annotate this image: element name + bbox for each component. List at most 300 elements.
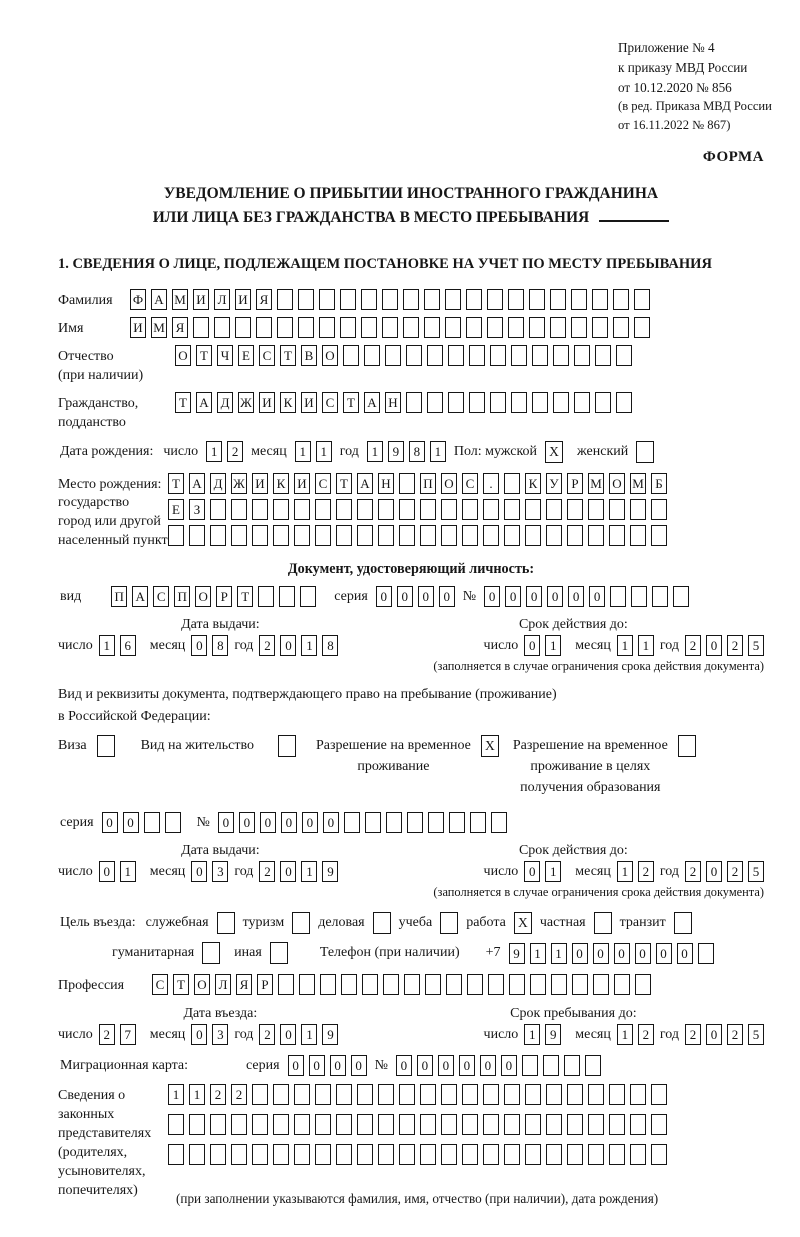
char-cell[interactable]: Т <box>237 586 253 607</box>
char-cell[interactable]: 0 <box>191 635 207 656</box>
char-cell[interactable] <box>252 499 268 520</box>
char-cell[interactable] <box>609 499 625 520</box>
char-cell[interactable] <box>399 1084 415 1105</box>
char-cell[interactable]: Н <box>385 392 401 413</box>
char-cell[interactable] <box>651 1114 667 1135</box>
char-cell[interactable] <box>504 1084 520 1105</box>
char-cell[interactable]: 1 <box>99 635 115 656</box>
char-cell[interactable] <box>462 1144 478 1165</box>
char-cell[interactable] <box>462 1114 478 1135</box>
char-cell[interactable] <box>357 525 373 546</box>
char-cell[interactable]: 1 <box>120 861 136 882</box>
char-cell[interactable] <box>595 345 611 366</box>
char-cell[interactable] <box>550 317 566 338</box>
char-cell[interactable] <box>630 1144 646 1165</box>
char-cell[interactable]: И <box>193 289 209 310</box>
char-cell[interactable]: И <box>235 289 251 310</box>
char-cell[interactable] <box>574 345 590 366</box>
char-cell[interactable] <box>441 1144 457 1165</box>
char-cell[interactable]: Ж <box>238 392 254 413</box>
char-cell[interactable]: 1 <box>301 635 317 656</box>
char-cell[interactable]: Л <box>214 289 230 310</box>
char-cell[interactable] <box>446 974 462 995</box>
char-cell[interactable] <box>193 317 209 338</box>
char-cell[interactable] <box>609 525 625 546</box>
char-cell[interactable]: Е <box>238 345 254 366</box>
char-cell[interactable]: М <box>630 473 646 494</box>
char-cell[interactable]: 0 <box>280 861 296 882</box>
char-cell[interactable]: Т <box>280 345 296 366</box>
char-cell[interactable] <box>336 1144 352 1165</box>
char-cell[interactable] <box>490 392 506 413</box>
char-cell[interactable]: Л <box>215 974 231 995</box>
char-cell[interactable] <box>651 1144 667 1165</box>
char-cell[interactable] <box>189 1114 205 1135</box>
char-cell[interactable]: 0 <box>123 812 139 833</box>
char-cell[interactable] <box>298 317 314 338</box>
char-cell[interactable] <box>189 1144 205 1165</box>
char-cell[interactable]: А <box>132 586 148 607</box>
char-cell[interactable] <box>385 345 401 366</box>
char-cell[interactable] <box>214 317 230 338</box>
char-cell[interactable] <box>651 525 667 546</box>
char-cell[interactable]: 0 <box>706 635 722 656</box>
char-cell[interactable] <box>525 1144 541 1165</box>
char-cell[interactable] <box>378 499 394 520</box>
char-cell[interactable] <box>299 974 315 995</box>
char-cell[interactable] <box>420 1114 436 1135</box>
char-cell[interactable]: П <box>111 586 127 607</box>
char-cell[interactable]: 0 <box>281 812 297 833</box>
char-cell[interactable]: 0 <box>524 861 540 882</box>
char-cell[interactable]: А <box>357 473 373 494</box>
char-cell[interactable] <box>277 289 293 310</box>
char-cell[interactable]: 2 <box>638 861 654 882</box>
char-cell[interactable]: 0 <box>218 812 234 833</box>
char-cell[interactable] <box>406 392 422 413</box>
char-cell[interactable] <box>362 974 378 995</box>
char-cell[interactable]: 1 <box>545 861 561 882</box>
char-cell[interactable]: И <box>294 473 310 494</box>
char-cell[interactable] <box>466 317 482 338</box>
char-cell[interactable]: 1 <box>367 441 383 462</box>
char-cell[interactable] <box>428 812 444 833</box>
purpose-business-checkbox[interactable] <box>373 912 391 934</box>
char-cell[interactable] <box>445 317 461 338</box>
char-cell[interactable] <box>504 473 520 494</box>
char-cell[interactable] <box>487 317 503 338</box>
char-cell[interactable]: У <box>546 473 562 494</box>
char-cell[interactable] <box>441 525 457 546</box>
char-cell[interactable]: 2 <box>259 635 275 656</box>
char-cell[interactable]: 2 <box>685 635 701 656</box>
char-cell[interactable] <box>357 1084 373 1105</box>
char-cell[interactable]: 0 <box>706 861 722 882</box>
char-cell[interactable] <box>277 317 293 338</box>
char-cell[interactable] <box>553 345 569 366</box>
char-cell[interactable]: П <box>420 473 436 494</box>
char-cell[interactable] <box>572 974 588 995</box>
char-cell[interactable] <box>546 1084 562 1105</box>
char-cell[interactable] <box>252 1084 268 1105</box>
char-cell[interactable] <box>574 392 590 413</box>
char-cell[interactable] <box>553 392 569 413</box>
char-cell[interactable]: 0 <box>438 1055 454 1076</box>
char-cell[interactable]: 0 <box>593 943 609 964</box>
char-cell[interactable]: 0 <box>589 586 605 607</box>
char-cell[interactable] <box>315 1114 331 1135</box>
char-cell[interactable]: 1 <box>206 441 222 462</box>
char-cell[interactable]: С <box>322 392 338 413</box>
char-cell[interactable]: 0 <box>376 586 392 607</box>
char-cell[interactable] <box>529 317 545 338</box>
purpose-humanitarian-checkbox[interactable] <box>202 942 220 964</box>
char-cell[interactable] <box>630 1114 646 1135</box>
char-cell[interactable] <box>319 317 335 338</box>
char-cell[interactable]: 9 <box>322 861 338 882</box>
char-cell[interactable]: 0 <box>501 1055 517 1076</box>
char-cell[interactable]: Р <box>216 586 232 607</box>
char-cell[interactable] <box>635 974 651 995</box>
char-cell[interactable] <box>530 974 546 995</box>
char-cell[interactable]: 0 <box>102 812 118 833</box>
char-cell[interactable]: 8 <box>409 441 425 462</box>
char-cell[interactable] <box>613 289 629 310</box>
char-cell[interactable]: 0 <box>418 586 434 607</box>
char-cell[interactable]: А <box>151 289 167 310</box>
char-cell[interactable]: 0 <box>99 861 115 882</box>
char-cell[interactable] <box>252 1114 268 1135</box>
char-cell[interactable] <box>532 345 548 366</box>
char-cell[interactable] <box>546 1144 562 1165</box>
char-cell[interactable]: 0 <box>302 812 318 833</box>
char-cell[interactable]: 2 <box>685 1024 701 1045</box>
char-cell[interactable] <box>445 289 461 310</box>
char-cell[interactable] <box>550 289 566 310</box>
char-cell[interactable]: Р <box>567 473 583 494</box>
char-cell[interactable] <box>340 317 356 338</box>
char-cell[interactable] <box>378 525 394 546</box>
char-cell[interactable] <box>592 289 608 310</box>
char-cell[interactable] <box>634 317 650 338</box>
char-cell[interactable]: 6 <box>120 635 136 656</box>
char-cell[interactable]: 2 <box>727 1024 743 1045</box>
char-cell[interactable]: А <box>196 392 212 413</box>
char-cell[interactable] <box>382 289 398 310</box>
char-cell[interactable]: 2 <box>727 861 743 882</box>
char-cell[interactable]: 5 <box>748 861 764 882</box>
char-cell[interactable]: Б <box>651 473 667 494</box>
char-cell[interactable] <box>420 1084 436 1105</box>
purpose-work-checkbox[interactable]: X <box>514 912 532 934</box>
char-cell[interactable]: Я <box>172 317 188 338</box>
char-cell[interactable]: . <box>483 473 499 494</box>
char-cell[interactable]: С <box>462 473 478 494</box>
char-cell[interactable]: 0 <box>351 1055 367 1076</box>
char-cell[interactable]: 0 <box>260 812 276 833</box>
char-cell[interactable] <box>231 525 247 546</box>
char-cell[interactable]: 0 <box>280 635 296 656</box>
char-cell[interactable] <box>543 1055 559 1076</box>
char-cell[interactable] <box>378 1084 394 1105</box>
char-cell[interactable]: 0 <box>656 943 672 964</box>
char-cell[interactable]: 2 <box>727 635 743 656</box>
char-cell[interactable] <box>189 525 205 546</box>
char-cell[interactable] <box>403 317 419 338</box>
char-cell[interactable] <box>567 1144 583 1165</box>
char-cell[interactable]: 2 <box>685 861 701 882</box>
char-cell[interactable] <box>504 1114 520 1135</box>
char-cell[interactable]: Я <box>256 289 272 310</box>
char-cell[interactable] <box>294 499 310 520</box>
char-cell[interactable] <box>483 525 499 546</box>
char-cell[interactable]: П <box>174 586 190 607</box>
char-cell[interactable]: 3 <box>212 861 228 882</box>
char-cell[interactable] <box>343 345 359 366</box>
char-cell[interactable] <box>567 525 583 546</box>
char-cell[interactable] <box>210 499 226 520</box>
char-cell[interactable] <box>300 586 316 607</box>
char-cell[interactable] <box>504 499 520 520</box>
char-cell[interactable] <box>511 345 527 366</box>
char-cell[interactable]: 0 <box>417 1055 433 1076</box>
char-cell[interactable]: 1 <box>638 635 654 656</box>
char-cell[interactable] <box>357 499 373 520</box>
char-cell[interactable]: 2 <box>227 441 243 462</box>
char-cell[interactable]: М <box>588 473 604 494</box>
char-cell[interactable]: И <box>252 473 268 494</box>
char-cell[interactable] <box>420 525 436 546</box>
char-cell[interactable] <box>571 317 587 338</box>
char-cell[interactable] <box>588 499 604 520</box>
char-cell[interactable] <box>336 499 352 520</box>
char-cell[interactable]: С <box>152 974 168 995</box>
char-cell[interactable]: С <box>315 473 331 494</box>
char-cell[interactable]: 1 <box>545 635 561 656</box>
char-cell[interactable]: 0 <box>524 635 540 656</box>
char-cell[interactable]: 0 <box>280 1024 296 1045</box>
char-cell[interactable] <box>588 1084 604 1105</box>
char-cell[interactable]: 1 <box>524 1024 540 1045</box>
sex-female-checkbox[interactable] <box>636 441 654 463</box>
char-cell[interactable] <box>231 499 247 520</box>
temp-residence-checkbox[interactable]: X <box>481 735 499 757</box>
char-cell[interactable]: Д <box>210 473 226 494</box>
char-cell[interactable] <box>420 499 436 520</box>
char-cell[interactable] <box>504 1144 520 1165</box>
char-cell[interactable] <box>613 317 629 338</box>
char-cell[interactable] <box>525 1114 541 1135</box>
char-cell[interactable]: М <box>151 317 167 338</box>
char-cell[interactable]: 1 <box>301 1024 317 1045</box>
char-cell[interactable] <box>273 1084 289 1105</box>
char-cell[interactable] <box>298 289 314 310</box>
char-cell[interactable]: О <box>322 345 338 366</box>
purpose-private-checkbox[interactable] <box>594 912 612 934</box>
char-cell[interactable] <box>588 1114 604 1135</box>
char-cell[interactable]: 0 <box>635 943 651 964</box>
char-cell[interactable]: М <box>172 289 188 310</box>
char-cell[interactable] <box>616 345 632 366</box>
char-cell[interactable] <box>273 525 289 546</box>
char-cell[interactable] <box>294 1114 310 1135</box>
char-cell[interactable] <box>319 289 335 310</box>
char-cell[interactable] <box>344 812 360 833</box>
char-cell[interactable] <box>564 1055 580 1076</box>
char-cell[interactable]: З <box>189 499 205 520</box>
char-cell[interactable] <box>592 317 608 338</box>
char-cell[interactable]: 0 <box>397 586 413 607</box>
char-cell[interactable] <box>651 499 667 520</box>
temp-residence-education-checkbox[interactable] <box>678 735 696 757</box>
visa-checkbox[interactable] <box>97 735 115 757</box>
char-cell[interactable] <box>441 1114 457 1135</box>
char-cell[interactable] <box>487 289 503 310</box>
char-cell[interactable] <box>168 525 184 546</box>
char-cell[interactable]: 5 <box>748 635 764 656</box>
char-cell[interactable]: 0 <box>547 586 563 607</box>
char-cell[interactable] <box>315 1084 331 1105</box>
char-cell[interactable] <box>508 317 524 338</box>
char-cell[interactable]: К <box>273 473 289 494</box>
char-cell[interactable]: О <box>609 473 625 494</box>
residence-permit-checkbox[interactable] <box>278 735 296 757</box>
char-cell[interactable] <box>252 1144 268 1165</box>
char-cell[interactable] <box>588 525 604 546</box>
char-cell[interactable] <box>336 525 352 546</box>
char-cell[interactable]: 2 <box>638 1024 654 1045</box>
char-cell[interactable] <box>294 525 310 546</box>
char-cell[interactable]: Д <box>217 392 233 413</box>
char-cell[interactable] <box>462 525 478 546</box>
char-cell[interactable] <box>403 289 419 310</box>
char-cell[interactable]: Н <box>378 473 394 494</box>
char-cell[interactable]: О <box>175 345 191 366</box>
char-cell[interactable] <box>399 1114 415 1135</box>
char-cell[interactable]: 1 <box>617 861 633 882</box>
char-cell[interactable] <box>525 1084 541 1105</box>
char-cell[interactable]: 0 <box>505 586 521 607</box>
char-cell[interactable] <box>424 317 440 338</box>
char-cell[interactable] <box>231 1114 247 1135</box>
char-cell[interactable]: Т <box>336 473 352 494</box>
char-cell[interactable]: 9 <box>388 441 404 462</box>
char-cell[interactable] <box>399 525 415 546</box>
char-cell[interactable]: 0 <box>526 586 542 607</box>
char-cell[interactable]: О <box>194 974 210 995</box>
char-cell[interactable] <box>698 943 714 964</box>
char-cell[interactable] <box>210 1144 226 1165</box>
char-cell[interactable] <box>378 1114 394 1135</box>
char-cell[interactable] <box>571 289 587 310</box>
char-cell[interactable] <box>508 289 524 310</box>
char-cell[interactable] <box>504 525 520 546</box>
char-cell[interactable]: 1 <box>430 441 446 462</box>
char-cell[interactable] <box>320 974 336 995</box>
char-cell[interactable]: В <box>301 345 317 366</box>
char-cell[interactable] <box>525 499 541 520</box>
char-cell[interactable] <box>407 812 423 833</box>
char-cell[interactable]: 2 <box>99 1024 115 1045</box>
purpose-official-checkbox[interactable] <box>217 912 235 934</box>
char-cell[interactable] <box>673 586 689 607</box>
char-cell[interactable] <box>567 1084 583 1105</box>
char-cell[interactable] <box>546 499 562 520</box>
char-cell[interactable]: К <box>525 473 541 494</box>
char-cell[interactable]: 0 <box>309 1055 325 1076</box>
char-cell[interactable]: Ч <box>217 345 233 366</box>
char-cell[interactable]: Т <box>175 392 191 413</box>
char-cell[interactable] <box>386 812 402 833</box>
char-cell[interactable] <box>361 289 377 310</box>
char-cell[interactable] <box>144 812 160 833</box>
char-cell[interactable]: С <box>259 345 275 366</box>
char-cell[interactable] <box>357 1144 373 1165</box>
char-cell[interactable] <box>466 289 482 310</box>
char-cell[interactable]: О <box>195 586 211 607</box>
char-cell[interactable] <box>420 1144 436 1165</box>
char-cell[interactable] <box>614 974 630 995</box>
char-cell[interactable] <box>469 392 485 413</box>
char-cell[interactable] <box>483 1114 499 1135</box>
char-cell[interactable] <box>616 392 632 413</box>
char-cell[interactable] <box>399 1144 415 1165</box>
char-cell[interactable] <box>361 317 377 338</box>
char-cell[interactable]: Т <box>196 345 212 366</box>
char-cell[interactable] <box>231 1144 247 1165</box>
char-cell[interactable] <box>336 1114 352 1135</box>
char-cell[interactable]: 0 <box>239 812 255 833</box>
char-cell[interactable]: Т <box>173 974 189 995</box>
char-cell[interactable] <box>427 392 443 413</box>
char-cell[interactable]: 0 <box>288 1055 304 1076</box>
char-cell[interactable]: 0 <box>191 861 207 882</box>
char-cell[interactable]: Ж <box>231 473 247 494</box>
char-cell[interactable] <box>551 974 567 995</box>
char-cell[interactable] <box>470 812 486 833</box>
char-cell[interactable] <box>336 1084 352 1105</box>
char-cell[interactable]: 9 <box>545 1024 561 1045</box>
char-cell[interactable]: И <box>301 392 317 413</box>
purpose-transit-checkbox[interactable] <box>674 912 692 934</box>
char-cell[interactable] <box>652 586 668 607</box>
char-cell[interactable]: 7 <box>120 1024 136 1045</box>
char-cell[interactable] <box>315 499 331 520</box>
char-cell[interactable] <box>256 317 272 338</box>
char-cell[interactable]: 0 <box>396 1055 412 1076</box>
char-cell[interactable] <box>630 1084 646 1105</box>
char-cell[interactable]: 0 <box>330 1055 346 1076</box>
char-cell[interactable]: 2 <box>259 1024 275 1045</box>
char-cell[interactable] <box>273 1144 289 1165</box>
char-cell[interactable]: Е <box>168 499 184 520</box>
char-cell[interactable]: 8 <box>322 635 338 656</box>
char-cell[interactable] <box>522 1055 538 1076</box>
char-cell[interactable]: А <box>364 392 380 413</box>
char-cell[interactable]: 0 <box>568 586 584 607</box>
char-cell[interactable] <box>462 499 478 520</box>
char-cell[interactable]: 2 <box>231 1084 247 1105</box>
purpose-other-checkbox[interactable] <box>270 942 288 964</box>
char-cell[interactable] <box>595 392 611 413</box>
sex-male-checkbox[interactable]: X <box>545 441 563 463</box>
char-cell[interactable]: А <box>189 473 205 494</box>
char-cell[interactable] <box>340 289 356 310</box>
char-cell[interactable] <box>546 1114 562 1135</box>
char-cell[interactable]: 0 <box>439 586 455 607</box>
char-cell[interactable] <box>252 525 268 546</box>
char-cell[interactable]: 1 <box>530 943 546 964</box>
